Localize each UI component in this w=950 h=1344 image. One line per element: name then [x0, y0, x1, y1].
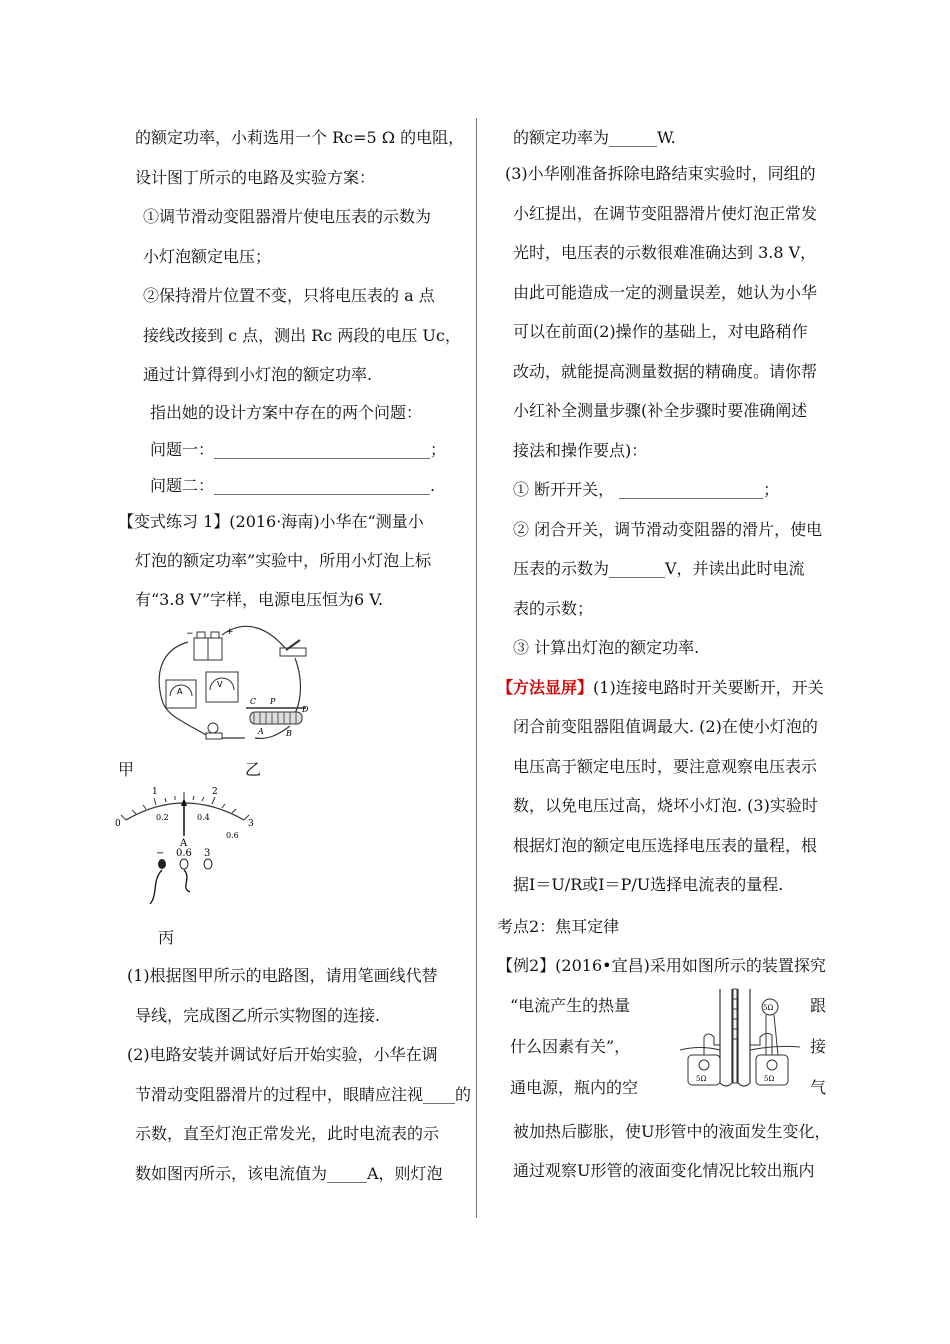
step-one: ① 断开开关， __________________； [513, 480, 780, 499]
right-line-25b: 气 [810, 1078, 827, 1097]
right-line-5: 由此可能造成一定的测量误差，她认为小华 [513, 283, 818, 302]
step-three: ③ 计算出灯泡的额定功率. [513, 638, 700, 657]
method-tag: 【方法显屏】 [497, 678, 594, 697]
dial-tick-0-4: 0.4 [197, 813, 210, 822]
right-line-7: 改动，就能提高测量数据的精确度。请你帮 [513, 362, 818, 381]
topic-heading: 考点2：焦耳定律 [497, 917, 620, 936]
terminal-minus: − [156, 848, 165, 859]
right-line-4: 光时，电压表的示数很难准确达到 3.8 V， [513, 243, 817, 262]
joule-apparatus-figure [680, 985, 800, 1095]
left-line-17: 节滑动变阻器滑片的过程中，眼睛应注视____的 [135, 1085, 472, 1104]
right-line-3: 小红提出，在调节变阻器滑片使灯泡正常发 [513, 204, 818, 223]
right-line-18: 数，以免电压过高，烧坏小灯泡. (3)实验时 [513, 796, 818, 815]
dial-tick-2: 2 [212, 787, 218, 797]
right-line-6: 可以在前面(2)操作的基础上，对电路稍作 [513, 322, 808, 341]
svg-text:C: C [250, 697, 257, 706]
svg-text:A: A [258, 727, 264, 736]
right-line-20: 据I＝U/R或I＝P/U选择电流表的量程. [513, 875, 784, 894]
left-line-8: 指出她的设计方案中存在的两个问题： [150, 403, 423, 422]
right-line-23a: “电流产生的热量 [510, 996, 631, 1015]
left-line-12: 灯泡的额定功率”实验中，所用小灯泡上标 [135, 551, 432, 570]
terminal-3: 3 [204, 848, 211, 859]
left-line-2: 设计图丁所示的电路及实验方案： [135, 168, 376, 187]
svg-text:V: V [217, 680, 223, 689]
method-section-line [497, 678, 824, 698]
svg-text:D: D [302, 705, 309, 714]
svg-text:A: A [177, 687, 183, 696]
right-line-12: 压表的示数为_______V，并读出此时电流 [513, 559, 805, 578]
example-heading: 【例2】(2016•宜昌)采用如图所示的装置探究 [497, 956, 826, 975]
right-line-24a: 什么因素有关”， [510, 1037, 631, 1056]
resistor-left-label: 5Ω [696, 1075, 707, 1083]
ammeter-dial-figure [112, 780, 262, 910]
dial-tick-0: 0 [115, 819, 121, 829]
right-line-24b: 接 [810, 1037, 827, 1056]
left-line-18: 示数，直至灯泡正常发光，此时电流表的示 [135, 1124, 440, 1143]
dial-tick-0-2: 0.2 [156, 813, 169, 822]
left-line-1: 的额定功率，小莉选用一个 Rc=5 Ω 的电阻， [135, 128, 465, 147]
right-line-13: 表的示数； [513, 599, 594, 618]
dial-tick-3: 3 [248, 819, 254, 829]
right-line-9: 接法和操作要点)： [513, 441, 648, 460]
left-line-6: 接线改接到 c 点，测出 Rc 两段的电压 Uc， [143, 326, 461, 345]
dial-unit: A [180, 838, 188, 849]
variant-exercise-heading: 【变式练习 1】(2016·海南)小华在“测量小 [118, 512, 424, 531]
svg-text:P: P [270, 697, 276, 706]
dial-tick-1: 1 [152, 787, 158, 797]
left-line-3: ①调节滑动变阻器滑片使电压表的示数为 [143, 207, 432, 226]
left-line-14: (1)根据图甲所示的电路图，请用笔画线代替 [127, 966, 438, 985]
right-line-27: 通过观察U形管的液面变化情况比较出瓶内 [513, 1161, 815, 1180]
left-line-4: 小灯泡额定电压； [143, 247, 272, 266]
right-line-25a: 通电源，瓶内的空 [510, 1078, 639, 1097]
svg-text:+: + [226, 627, 234, 637]
right-line-17: 电压高于额定电压时，要注意观察电压表示 [513, 757, 818, 776]
step-two: ② 闭合开关，调节滑动变阻器的滑片，使电 [513, 520, 823, 539]
question-one: 问题一：___________________________； [150, 440, 447, 459]
right-line-23b: 跟 [810, 996, 827, 1015]
left-line-15: 导线，完成图乙所示实物图的连接. [135, 1006, 381, 1025]
figure-label-yi: 乙 [245, 760, 262, 779]
left-line-13: 有“3.8 V”字样，电源电压恒为6 V. [135, 590, 384, 609]
left-line-19: 数如图丙所示，该电流值为_____A，则灯泡 [135, 1164, 443, 1183]
svg-text:−: − [186, 629, 194, 639]
question-two: 问题二：___________________________. [150, 476, 436, 495]
right-line-1: 的额定功率为______W. [513, 128, 676, 147]
left-line-5: ②保持滑片位置不变，只将电压表的 a 点 [143, 286, 435, 305]
resistor-right-label: 5Ω [764, 1075, 775, 1083]
left-line-7: 通过计算得到小灯泡的额定功率. [143, 365, 373, 384]
terminal-0-6: 0.6 [176, 848, 192, 859]
right-line-16: 闭合前变阻器阻值调最大. (2)在使小灯泡的 [513, 717, 818, 736]
right-line-26: 被加热后膨胀，使U形管中的液面发生变化， [513, 1122, 831, 1141]
right-line-19: 根据灯泡的额定电压选择电压表的量程，根 [513, 836, 818, 855]
figure-label-jia: 甲 [118, 760, 135, 779]
dial-tick-0-6: 0.6 [226, 831, 239, 840]
right-line-8: 小红补全测量步骤(补全步骤时要准确阐述 [513, 401, 808, 420]
right-line-2: (3)小华刚准备拆除电路结束实验时，同组的 [505, 164, 816, 183]
svg-text:B: B [286, 729, 292, 738]
method-text-1: (1)连接电路时开关要断开，开关 [593, 678, 824, 697]
figure-label-bing: 丙 [158, 928, 175, 947]
circuit-physical-figure [150, 620, 320, 745]
column-divider [476, 118, 477, 1218]
resistor-top-label: 5Ω [763, 1004, 774, 1012]
left-line-16: (2)电路安装并调试好后开始实验，小华在调 [127, 1045, 438, 1064]
